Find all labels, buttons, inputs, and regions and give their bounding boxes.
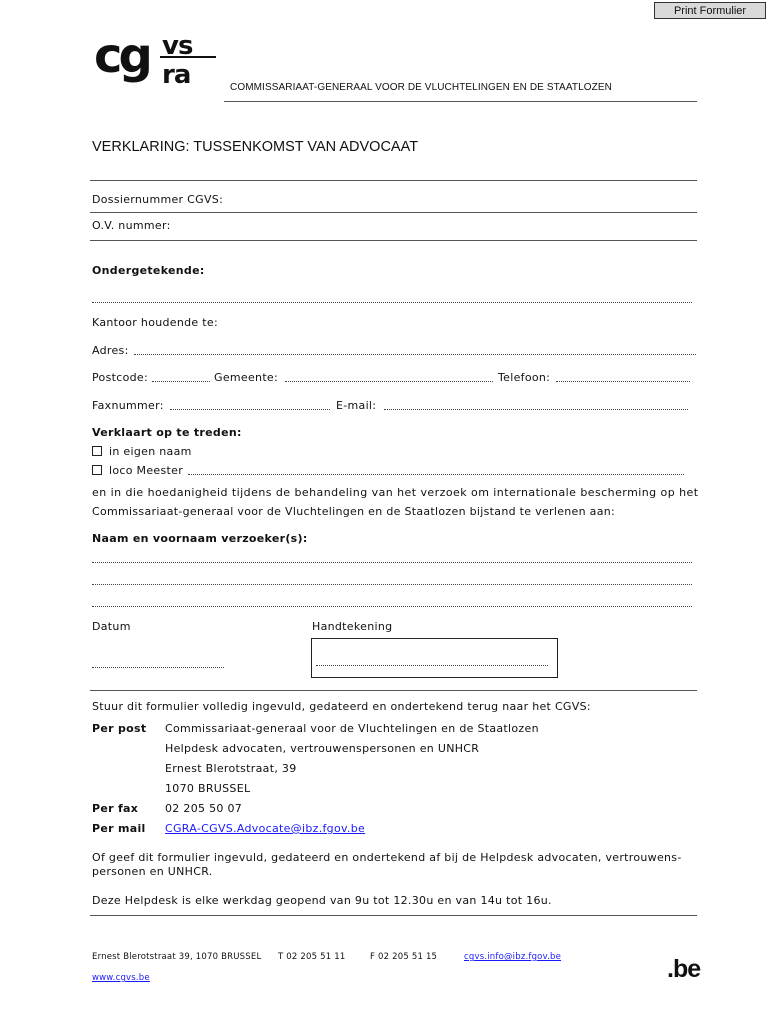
post-line-1: Commissariaat-generaal voor de Vluchtelingen en de Staatlozen [165, 722, 539, 735]
footer-website-link[interactable]: www.cgvs.be [92, 973, 150, 983]
alt-instructions-line-2: personen en UNHCR. [92, 865, 213, 878]
datum-label: Datum [92, 620, 131, 633]
postcode-label: Postcode: [92, 371, 148, 384]
verzoeker-field-2[interactable] [92, 574, 692, 585]
kantoor-label: Kantoor houdende te: [92, 316, 218, 329]
per-mail-label: Per mail [92, 822, 146, 835]
post-line-4: 1070 BRUSSEL [165, 782, 251, 795]
footer-tel: T 02 205 51 11 [278, 952, 346, 962]
fax-label: Faxnummer: [92, 399, 164, 412]
ondergetekende-label: Ondergetekende: [92, 264, 205, 277]
dossier-label: Dossiernummer CGVS: [92, 193, 224, 206]
form-title: VERKLARING: TUSSENKOMST VAN ADVOCAAT [92, 139, 419, 155]
verklaart-sentence-1: en in die hoedanigheid tijdens de behandeling van het verzoek om internationale bescherming op het [92, 486, 699, 499]
email-field[interactable] [384, 399, 688, 410]
be-logo: .be [667, 955, 701, 983]
ondergetekende-field[interactable] [92, 292, 692, 303]
loco-meester-label: loco Meester [109, 464, 184, 477]
helpdesk-hours: Deze Helpdesk is elke werkdag geopend van 9u tot 12.30u en van 14u tot 16u. [92, 894, 552, 907]
loco-meester-field[interactable] [188, 464, 684, 475]
gemeente-label: Gemeente: [214, 371, 279, 384]
organisation-name: COMMISSARIAAT-GENERAAL VOOR DE VLUCHTELINGEN EN DE STAATLOZEN [230, 82, 612, 93]
eigen-naam-label: in eigen naam [109, 445, 192, 458]
postcode-field[interactable] [152, 371, 210, 382]
adres-label: Adres: [92, 344, 129, 357]
post-line-3: Ernest Blerotstraat, 39 [165, 762, 297, 775]
verklaart-sentence-2: Commissariaat-generaal voor de Vluchtelingen en de Staatlozen bijstand te verlenen aan: [92, 505, 616, 518]
email-label: E-mail: [336, 399, 377, 412]
footer-fax: F 02 205 51 15 [370, 952, 438, 962]
adres-field[interactable] [134, 344, 696, 355]
verzoeker-field-1[interactable] [92, 552, 692, 563]
per-post-label: Per post [92, 722, 147, 735]
svg-text:ra: ra [162, 60, 191, 90]
fax-number: 02 205 50 07 [165, 802, 243, 815]
footer-email-link[interactable]: cgvs.info@ibz.fgov.be [464, 952, 562, 962]
svg-text:vs: vs [162, 31, 193, 61]
print-form-button[interactable]: Print Formulier [654, 2, 766, 19]
eigen-naam-checkbox[interactable] [92, 446, 102, 456]
verzoeker-field-3[interactable] [92, 596, 692, 607]
footer-address: Ernest Blerotstraat 39, 1070 BRUSSEL [92, 952, 262, 962]
loco-meester-checkbox[interactable] [92, 465, 102, 475]
cgvs-logo [92, 28, 218, 90]
handtekening-label: Handtekening [312, 620, 393, 633]
verzoekers-heading: Naam en voornaam verzoeker(s): [92, 532, 308, 545]
instructions-intro: Stuur dit formulier volledig ingevuld, gedateerd en ondertekend terug naar het CGVS: [92, 700, 591, 713]
handtekening-field[interactable] [316, 655, 548, 666]
fax-field[interactable] [170, 399, 330, 410]
alt-instructions-line-1: Of geef dit formulier ingevuld, gedateerd en ondertekend af bij de Helpdesk advocaten, vertrouwens- [92, 851, 682, 864]
telefoon-field[interactable] [556, 371, 690, 382]
per-fax-label: Per fax [92, 802, 139, 815]
svg-text:cg: cg [94, 28, 149, 84]
post-line-2: Helpdesk advocaten, vertrouwenspersonen en UNHCR [165, 742, 480, 755]
mail-address-link[interactable]: CGRA-CGVS.Advocate@ibz.fgov.be [165, 822, 366, 835]
gemeente-field[interactable] [285, 371, 493, 382]
verklaart-heading: Verklaart op te treden: [92, 426, 242, 439]
ov-label: O.V. nummer: [92, 219, 171, 232]
datum-field[interactable] [92, 657, 224, 668]
telefoon-label: Telefoon: [498, 371, 551, 384]
